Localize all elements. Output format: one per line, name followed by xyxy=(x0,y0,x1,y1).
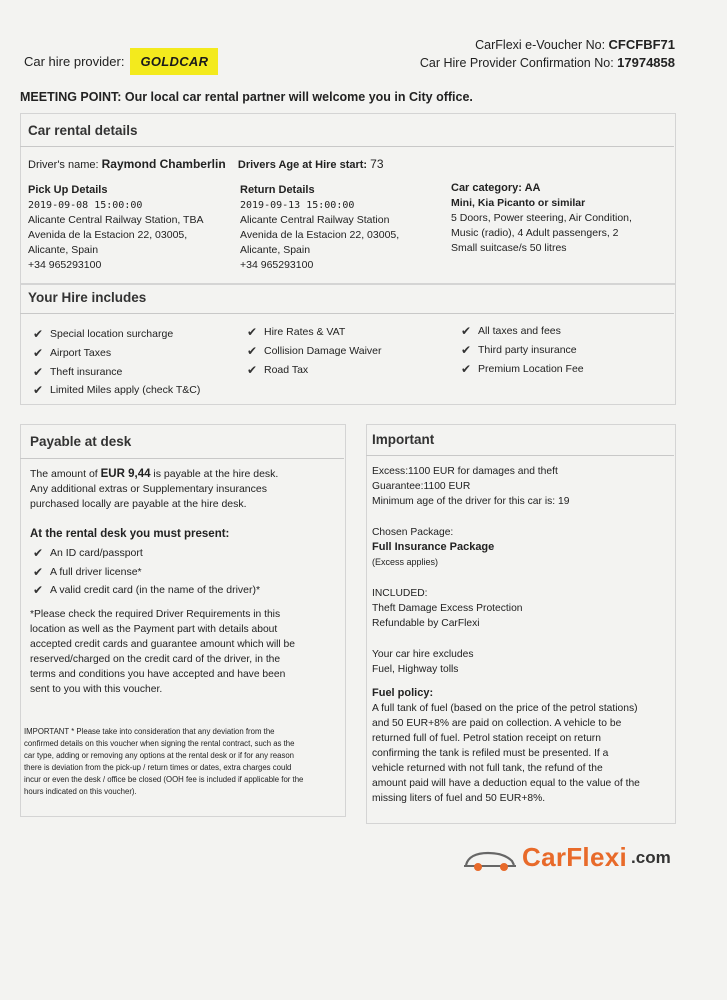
provider-label: Car hire provider: xyxy=(24,54,125,69)
pickup-station: Alicante Central Railway Station, TBA xyxy=(28,214,204,226)
fuel-policy: Fuel policy: A full tank of fuel (based on the price of the petrol stations) and 50 EUR+8% are paid on collection. A vehicle to be returned full of fuel. Petrol station receipt on return confirming the tank is refiled must be presented. If a vehicle returned with not full tank, the refund of the amount paid will have a deduction equal to the value of the missing liters of fuel and 50 EUR+8%. xyxy=(372,687,640,804)
driver-age-label: Drivers Age at Hire start: xyxy=(237,159,368,171)
payable-text: The amount of EUR 9,44 is payable at the hire desk. Any additional extras or Supplementary insurances purchased locally are payable at the hire desk. xyxy=(30,468,279,510)
check-icon: ✔ xyxy=(246,325,258,339)
check-icon: ✔ xyxy=(460,362,472,376)
include-item: ✔ Road Tax xyxy=(246,363,309,377)
excludes-label: Your car hire excludes xyxy=(372,649,474,660)
check-icon: ✔ xyxy=(32,327,44,341)
pickup-title: Pick Up Details xyxy=(28,184,108,196)
present-item: ✔ A full driver license* xyxy=(32,565,142,579)
package-name: Full Insurance Package xyxy=(372,541,495,553)
return-title: Return Details xyxy=(240,184,315,196)
include-item: ✔ Airport Taxes xyxy=(32,346,112,360)
excludes-value: Fuel, Highway tolls xyxy=(372,664,459,675)
pickup-city: Alicante, Spain xyxy=(28,244,99,256)
car-features-3: Small suitcase/s 50 litres xyxy=(451,242,567,254)
check-icon: ✔ xyxy=(32,383,44,397)
check-icon: ✔ xyxy=(32,365,44,379)
driver-age: 73 xyxy=(370,157,384,171)
voucher-label: CarFlexi e-Voucher No: xyxy=(475,38,606,52)
pickup-datetime: 2019-09-08 15:00:00 xyxy=(28,200,143,211)
driver-name-label: Driver's name: xyxy=(28,159,99,171)
package xyxy=(372,525,494,570)
driver-name: Raymond Chamberlin xyxy=(101,157,226,171)
carflexi-logo xyxy=(462,842,671,873)
check-icon: ✔ xyxy=(32,346,44,360)
divider xyxy=(20,458,344,459)
car-category xyxy=(451,181,632,256)
return-details xyxy=(240,183,399,273)
return-datetime: 2019-09-13 15:00:00 xyxy=(240,200,355,211)
includes-title: Your Hire includes xyxy=(28,290,147,305)
check-icon: ✔ xyxy=(32,583,44,597)
meeting-point: MEETING POINT: Our local car rental partner will welcome you in City office. xyxy=(20,90,473,104)
pickup-address: Avenida de la Estacion 22, 03005, xyxy=(28,229,188,241)
include-item: ✔ Hire Rates & VAT xyxy=(246,325,346,339)
check-icon: ✔ xyxy=(460,343,472,357)
category-label: Car category: xyxy=(451,182,522,194)
carflexi-brand: CarFlexi xyxy=(522,842,628,872)
confirmation-label: Car Hire Provider Confirmation No: xyxy=(419,56,614,70)
car-model: Mini, Kia Picanto or similar xyxy=(451,197,586,209)
important-details xyxy=(372,464,569,509)
check-icon: ✔ xyxy=(460,324,472,338)
return-city: Alicante, Spain xyxy=(240,244,311,256)
category-row xyxy=(451,181,632,196)
include-item: ✔ Limited Miles apply (check T&C) xyxy=(32,383,201,397)
voucher-number: CFCFBF71 xyxy=(608,37,675,52)
car-features-1: 5 Doors, Power steering, Air Condition, xyxy=(451,212,632,224)
confirmation-number: 17974858 xyxy=(617,55,675,70)
check-icon: ✔ xyxy=(32,546,44,560)
voucher-numbers xyxy=(420,36,675,72)
include-item: ✔ Theft insurance xyxy=(32,365,123,379)
check-icon: ✔ xyxy=(246,344,258,358)
present-item: ✔ A valid credit card (in the name of the driver)* xyxy=(32,583,261,597)
included: INCLUDED: Theft Damage Excess Protection Refundable by CarFlexi xyxy=(372,588,523,629)
divider xyxy=(20,313,674,314)
pickup-phone: +34 965293100 xyxy=(28,259,102,271)
included-label: INCLUDED: xyxy=(372,588,428,599)
excludes xyxy=(372,647,474,677)
carflexi-suffix: .com xyxy=(631,847,671,867)
include-item: ✔ All taxes and fees xyxy=(460,324,561,338)
fuel-title: Fuel policy: xyxy=(372,687,434,699)
check-icon: ✔ xyxy=(32,565,44,579)
return-address: Avenida de la Estacion 22, 03005, xyxy=(240,229,400,241)
important-disclaimer: IMPORTANT * Please take into consideration that any deviation from the confirmed details on this voucher when signing the rental contract, such as the car type, adding or removing any options at the rental desk or if for any reason there is deviation from the pick-up / return times or dates, extra charges could incur or even the desk / office be closed (OOH fee is included if applicable for the hours indicated on this voucher). xyxy=(24,727,304,796)
include-item: ✔ Collision Damage Waiver xyxy=(246,344,382,358)
include-item: ✔ Special location surcharge xyxy=(32,327,174,341)
pickup-details xyxy=(28,183,203,273)
return-station: Alicante Central Railway Station xyxy=(240,214,390,226)
excess: Excess:1100 EUR for damages and theft xyxy=(372,466,558,477)
return-phone: +34 965293100 xyxy=(240,259,314,271)
details-title: Car rental details xyxy=(28,123,138,138)
payable-title: Payable at desk xyxy=(30,434,132,449)
min-age: Minimum age of the driver for this car is: 19 xyxy=(372,496,570,507)
present-item: ✔ An ID card/passport xyxy=(32,546,143,560)
goldcar-logo: GOLDCAR xyxy=(130,48,218,75)
driver-row xyxy=(28,157,384,173)
divider xyxy=(366,455,674,456)
include-item: ✔ Third party insurance xyxy=(460,343,577,357)
payable-amount: EUR 9,44 xyxy=(100,468,151,480)
important-title: Important xyxy=(372,432,435,447)
car-icon xyxy=(462,843,518,873)
package-note: (Excess applies) xyxy=(372,557,439,567)
present-title: At the rental desk you must present: xyxy=(30,528,230,540)
guarantee: Guarantee:1100 EUR xyxy=(372,481,471,492)
divider xyxy=(20,146,674,147)
check-icon: ✔ xyxy=(246,363,258,377)
category-value: AA xyxy=(524,182,541,194)
package-label: Chosen Package: xyxy=(372,527,454,538)
include-item: ✔ Premium Location Fee xyxy=(460,362,584,376)
car-features-2: Music (radio), 4 Adult passengers, 2 xyxy=(451,227,619,239)
provider xyxy=(24,48,218,75)
requirements-note: *Please check the required Driver Requirements in this location as well as the Payment part with details about accepted credit cards and guarantee amount which will be reserved/charged on the credit card of the driver, in the terms and conditions you have accepted and have been sent to you with this voucher. xyxy=(30,609,296,695)
